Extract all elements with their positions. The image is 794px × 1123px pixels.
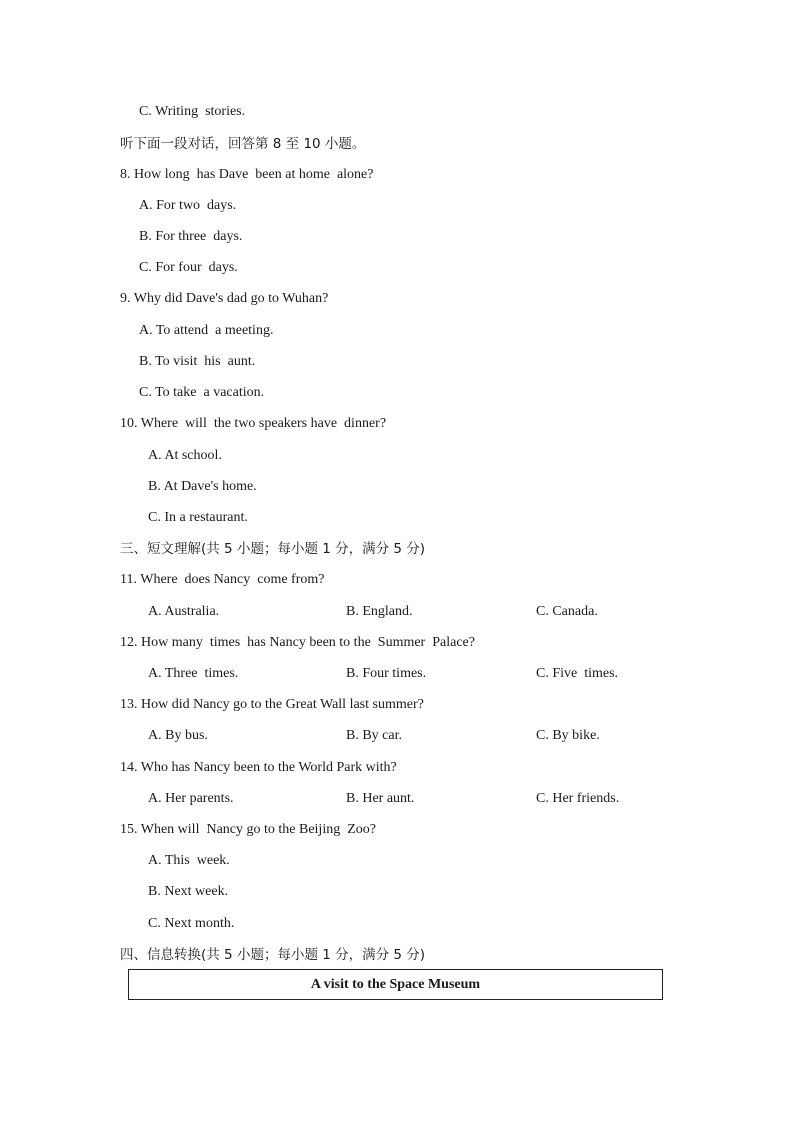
q8-option-a: A. For two days. <box>139 198 237 213</box>
q7-option-c: C. Writing stories. <box>139 104 246 119</box>
info-table-title: A visit to the Space Museum <box>310 977 481 992</box>
q8-option-c: C. For four days. <box>139 260 238 275</box>
q14-option-c: C. Her friends. <box>536 791 620 806</box>
q14-option-a: A. Her parents. <box>148 791 234 806</box>
q11-option-b: B. England. <box>346 604 413 619</box>
q10-option-a: A. At school. <box>148 448 222 463</box>
q15-option-b: B. Next week. <box>148 884 229 899</box>
q11-option-c: C. Canada. <box>536 604 598 619</box>
q14-option-b: B. Her aunt. <box>346 791 415 806</box>
q9-option-b: B. To visit his aunt. <box>139 354 256 369</box>
q15-option-a: A. This week. <box>148 853 230 868</box>
question-15: 15. When will Nancy go to the Beijing Zoo? <box>120 822 376 837</box>
listening-section-instruction: 听下面一段对话，回答第 8 至 10 小题。 <box>120 136 366 152</box>
question-13: 13. How did Nancy go to the Great Wall last summer? <box>120 697 424 712</box>
info-table-title-box <box>128 969 663 1000</box>
question-10: 10. Where will the two speakers have dinner? <box>120 416 387 431</box>
question-9: 9. Why did Dave's dad go to Wuhan? <box>120 291 329 306</box>
q12-option-a: A. Three times. <box>148 666 239 681</box>
q8-option-b: B. For three days. <box>139 229 243 244</box>
question-12: 12. How many times has Nancy been to the Summer Palace? <box>120 635 475 650</box>
q13-option-b: B. By car. <box>346 728 402 743</box>
q11-option-a: A. Australia. <box>148 604 220 619</box>
q13-option-c: C. By bike. <box>536 728 600 743</box>
section-3-heading: 三、短文理解(共 5 小题；每小题 1 分，满分 5 分) <box>120 541 426 557</box>
q10-option-b: B. At Dave's home. <box>148 479 257 494</box>
q13-option-a: A. By bus. <box>148 728 208 743</box>
question-11: 11. Where does Nancy come from? <box>120 572 325 587</box>
question-14: 14. Who has Nancy been to the World Park with? <box>120 760 397 775</box>
q9-option-a: A. To attend a meeting. <box>139 323 274 338</box>
q12-option-b: B. Four times. <box>346 666 427 681</box>
q9-option-c: C. To take a vacation. <box>139 385 265 400</box>
section-4-heading: 四、信息转换(共 5 小题；每小题 1 分，满分 5 分) <box>120 947 426 963</box>
q12-option-c: C. Five times. <box>536 666 619 681</box>
q15-option-c: C. Next month. <box>148 916 235 931</box>
q10-option-c: C. In a restaurant. <box>148 510 248 525</box>
question-8: 8. How long has Dave been at home alone? <box>120 167 374 182</box>
